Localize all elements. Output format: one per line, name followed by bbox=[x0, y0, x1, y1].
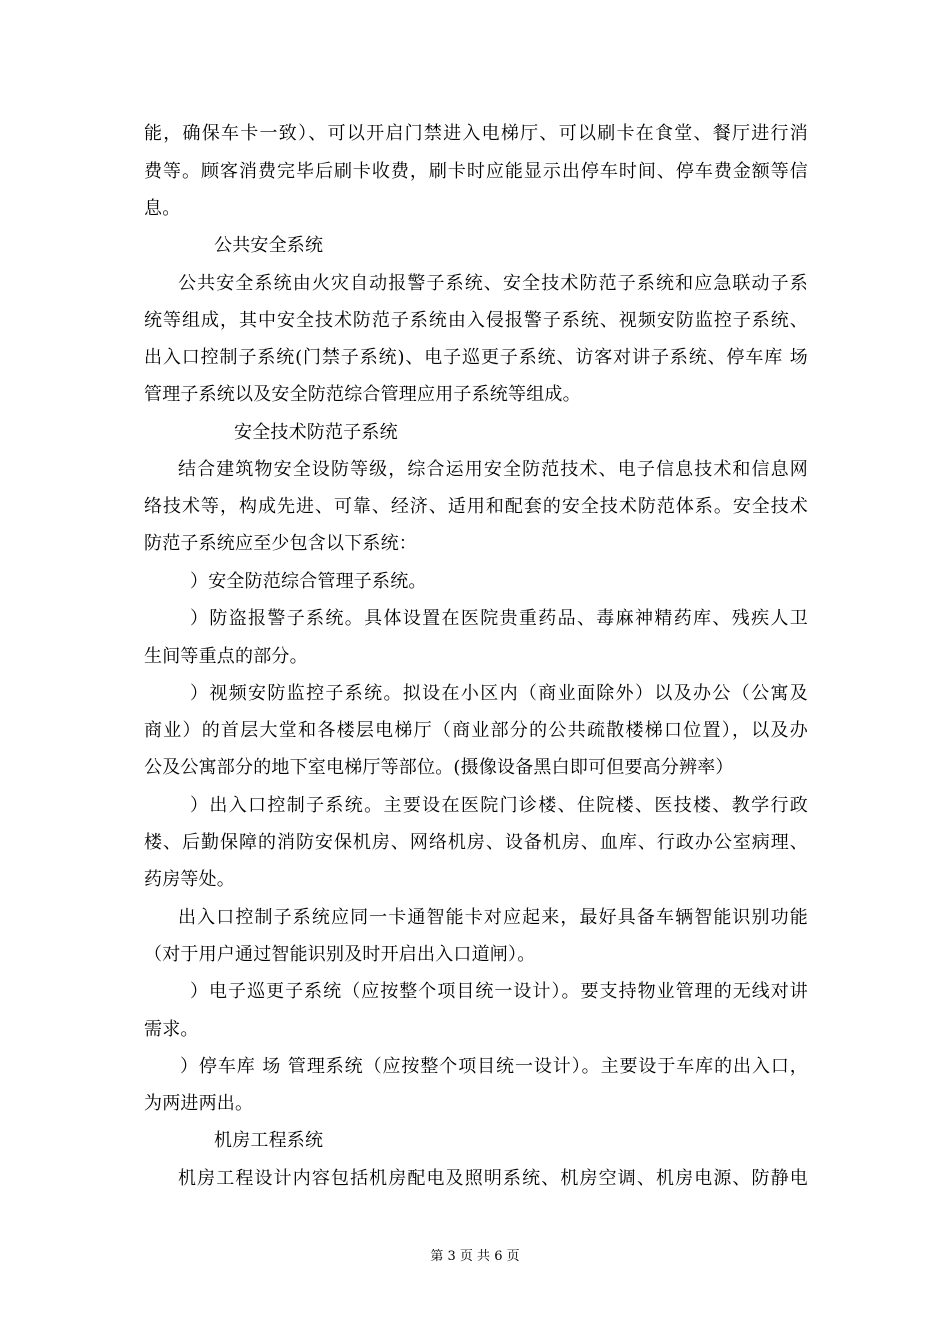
body-text-line: 生间等重点的部分。 bbox=[144, 646, 308, 667]
body-text-line: （对于用户通过智能识别及时开启出入口道闸）。 bbox=[144, 944, 536, 965]
body-text-line: 管理子系统以及安全防范综合管理应用子系统等组成。 bbox=[144, 384, 581, 405]
body-text-line: 费等。顾客消费完毕后刷卡收费，刷卡时应能显示出停车时间、停车费金额等信 bbox=[144, 161, 808, 182]
body-text-line: 络技术等，构成先进、可靠、经济、适用和配套的安全技术防范体系。安全技术 bbox=[144, 496, 808, 517]
list-item-line: ）出入口控制子系统。主要设在医院门诊楼、住院楼、医技楼、教学行政 bbox=[190, 795, 808, 816]
body-text-line: 防范子系统应至少包含以下系统： bbox=[144, 533, 417, 554]
list-item-line: ）停车库 场 管理系统（应按整个项目统一设计）。主要设于车库的出入口， bbox=[180, 1056, 808, 1077]
body-text-line: 息。 bbox=[144, 198, 181, 219]
section-heading: 安全技术防范子系统 bbox=[234, 422, 398, 443]
list-item-line: ）视频安防监控子系统。拟设在小区内（商业面除外）以及办公（公寓及 bbox=[190, 683, 808, 704]
body-text-line: 机房工程设计内容包括机房配电及照明系统、机房空调、机房电源、防静电 bbox=[178, 1168, 808, 1189]
body-text-line: 公共安全系统由火灾自动报警子系统、安全技术防范子系统和应急联动子系 bbox=[178, 273, 808, 294]
page-number-footer: 第 3 页 共 6 页 bbox=[430, 1249, 520, 1264]
section-heading: 公共安全系统 bbox=[214, 235, 324, 256]
body-text-line: 出入口控制子系统应同一卡通智能卡对应起来，最好具备车辆智能识别功能 bbox=[178, 907, 808, 928]
body-text-line: 药房等处。 bbox=[144, 869, 235, 890]
section-heading: 机房工程系统 bbox=[214, 1130, 324, 1151]
body-text-line: 结合建筑物安全设防等级，综合运用安全防范技术、电子信息技术和信息网 bbox=[178, 459, 808, 480]
body-text-line: 商业）的首层大堂和各楼层电梯厅（商业部分的公共疏散楼梯口位置），以及办 bbox=[144, 720, 808, 741]
body-text-line: 为两进两出。 bbox=[144, 1093, 254, 1114]
list-item-line: ）安全防范综合管理子系统。 bbox=[190, 571, 427, 592]
body-text-line: 楼、后勤保障的消防安保机房、网络机房、设备机房、血库、行政办公室病理、 bbox=[144, 832, 808, 853]
body-text-line: 能，确保车卡一致）、可以开启门禁进入电梯厅、可以刷卡在食堂、餐厅进行消 bbox=[144, 123, 808, 144]
body-text-line: 统等组成，其中安全技术防范子系统由入侵报警子系统、视频安防监控子系统、 bbox=[144, 310, 808, 331]
body-text-line: 出入口控制子系统(门禁子系统)、电子巡更子系统、访客对讲子系统、停车库 场 bbox=[144, 347, 808, 368]
body-text-line: 公及公寓部分的地下室电梯厅等部位。(摄像设备黑白即可但要高分辨率） bbox=[144, 757, 734, 778]
list-item-line: ）防盗报警子系统。具体设置在医院贵重药品、毒麻神精药库、残疾人卫 bbox=[190, 608, 808, 629]
list-item-line: ）电子巡更子系统（应按整个项目统一设计）。要支持物业管理的无线对讲 bbox=[190, 981, 808, 1002]
body-text-line: 需求。 bbox=[144, 1019, 199, 1040]
